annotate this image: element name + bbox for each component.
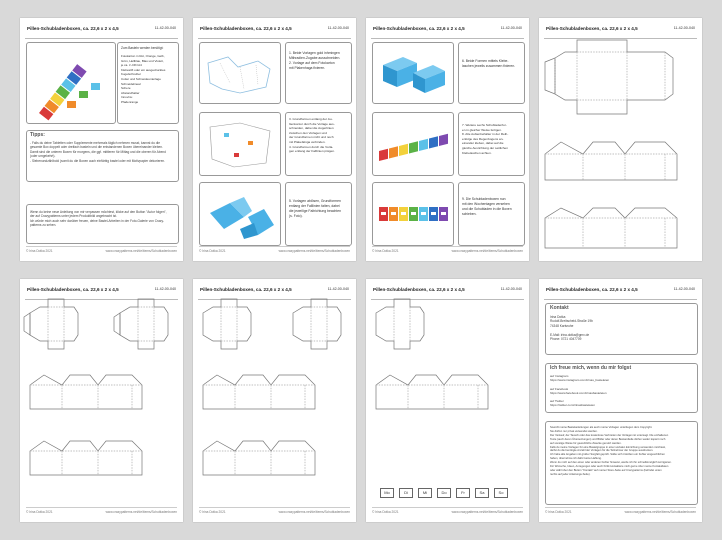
legal-line: haben, übernehme ich dafür keine Haftung. bbox=[550, 457, 602, 461]
step-line: ßenkontur durch die Vorlage aus- bbox=[289, 121, 335, 126]
page-code: 11-42-00-040 bbox=[500, 26, 522, 30]
legal-line: auf sonstige Weise für gewerbliche Zwecke genutzt werden. bbox=[550, 441, 622, 445]
step-text bbox=[285, 182, 352, 246]
labeled-drawers-photo bbox=[373, 183, 453, 245]
social-box bbox=[545, 363, 698, 413]
page-code: 11-42-00-040 bbox=[154, 26, 176, 30]
page-4 bbox=[539, 18, 702, 261]
legal-line: Für Wünsche, Ideen, Anregungen oder auch Kritik kontaktiere mich gerne über meine Kontaktdaten bbox=[550, 465, 669, 469]
page-footer bbox=[199, 507, 350, 516]
template-net-small bbox=[193, 279, 356, 522]
facebook-link[interactable]: https://www.facebook.com/irinasbasteleien bbox=[550, 390, 607, 395]
step-line: 8. Alle Außenbehälter in der Reih- bbox=[462, 132, 509, 137]
social-label: auf Instagram bbox=[550, 374, 569, 378]
contact-line: Rudolf-Breitscheid-Straße 19b bbox=[550, 319, 593, 324]
step-photo bbox=[199, 42, 281, 104]
legal-line: Texte (auch deren Übersetzungen) und Bilder oder deren Bestandteile dürfen weder kopiert noch bbox=[550, 437, 666, 441]
social-label: auf Facebook bbox=[550, 386, 569, 391]
legal-line: Der Verkauf, der Tausch oder das kostenlose Verbreiten der Vorlagen ist untersagt. Die enthaltenen bbox=[550, 433, 669, 437]
step-line: (s. Foto). bbox=[289, 214, 303, 218]
footer-url: www.crazypatterns.net/de/items/Schubladenboxen bbox=[451, 510, 523, 514]
footer-url: www.crazypatterns.net/de/items/Schubladenboxen bbox=[105, 249, 177, 253]
tip-line: - Siebenundzählbold (somit du die Boxen auch einfärbig bastel oder mit Motivpapier dekorieren. bbox=[30, 158, 166, 163]
step-lines bbox=[289, 199, 341, 219]
follow-title: Ich freue mich, wenn du mir folgst bbox=[550, 365, 632, 371]
step-line: mit den Wochentagen versehen bbox=[462, 202, 510, 206]
page-code: 11-42-00-040 bbox=[500, 287, 522, 291]
step-line: die jeweilige Faltrichtung beachten bbox=[289, 209, 342, 213]
legal-line: Sowohl meine Bastelanleitungen als auch meine Vorlagen unterliegen dem Copyright. bbox=[550, 426, 653, 429]
step-line: 3. Grundformen entlang der Au- bbox=[289, 117, 333, 121]
page-header bbox=[198, 26, 351, 39]
tip-line: (oder umgekehrt). bbox=[30, 154, 56, 159]
step-line: 1. Beide Vorlagen gold inhmingen bbox=[289, 51, 340, 55]
legal-line: Falls du meine Vorlagen für eine Bastelgruppe in einer sozialen Einrichtung verwenden möchtest, bbox=[550, 445, 666, 449]
legal-box bbox=[545, 421, 698, 505]
step-lines bbox=[462, 197, 512, 217]
legal-line: oder wähl über den Button "Kontakt" auf meiner Store-Seite auf Crazypatterns (befindet unten bbox=[550, 468, 662, 472]
folded-blue-box-photo bbox=[200, 183, 280, 245]
step-line: zwischen den Vorlagen und bbox=[289, 130, 327, 135]
social-label: auf Twitter bbox=[550, 399, 564, 404]
contact-line: Irina Dotka bbox=[550, 315, 566, 319]
tips-list bbox=[30, 141, 166, 163]
page-footer bbox=[26, 507, 177, 516]
materials-item: Abstandhalter bbox=[121, 90, 140, 95]
template-net-large bbox=[539, 18, 702, 261]
page-title: Pillen-Schubladenboxen, ca. 22,6 x 2 x 4,5 bbox=[546, 26, 638, 31]
contact-line: 74348 Karlsruhe bbox=[550, 323, 574, 328]
step-text bbox=[458, 182, 525, 246]
tips-box bbox=[26, 130, 179, 182]
materials-item: je ca. ¼ DIN A4 bbox=[121, 63, 142, 68]
step-line: 4. Grundformen durch die Vorla- bbox=[289, 144, 334, 149]
page-code: 11-42-00-040 bbox=[327, 26, 349, 30]
step-line: mit Plakenhaga fixieren. bbox=[289, 66, 326, 70]
weekday-label: Mi bbox=[418, 488, 432, 498]
page-footer bbox=[372, 246, 523, 255]
materials-item: Kugelschreiber bbox=[121, 72, 142, 77]
step-line: 9. Die Schubladenboxen nun bbox=[462, 197, 506, 201]
footer-url: www.crazypatterns.net/de/items/Schubladenboxen bbox=[278, 510, 350, 514]
step-photo bbox=[199, 112, 281, 176]
page-code: 11-42-00-040 bbox=[673, 287, 695, 291]
weekday-label: Do bbox=[437, 488, 451, 498]
follow-note-box bbox=[26, 204, 179, 244]
step-line: und die Schubladen in die Boxen bbox=[462, 207, 512, 211]
weekday-label: Sa bbox=[475, 488, 489, 498]
rainbow-row-photo bbox=[373, 113, 453, 175]
note-line: Wenn du keine neue Anleitung von mir verpassen möchtest, klicke auf den Button "Autor folgen", bbox=[30, 210, 167, 214]
footer-url: www.crazypatterns.net/de/items/Schubladenboxen bbox=[451, 249, 523, 253]
footer-url: www.crazypatterns.net/de/items/Schubladenboxen bbox=[105, 510, 177, 514]
footer-copyright: © Irina Dotka 2021 bbox=[26, 249, 53, 253]
step-text bbox=[458, 112, 525, 176]
instagram-link[interactable]: https://www.instagram.com/irinas_basteleien bbox=[550, 378, 610, 383]
step-lines bbox=[462, 59, 515, 69]
page-7 bbox=[366, 279, 529, 522]
step-line: laschen jeweils zusammen fixieren. bbox=[462, 64, 516, 68]
page-footer bbox=[545, 507, 696, 516]
step-line: entlang der Falllinien falten, dabei bbox=[289, 204, 340, 208]
step-line: 2. Vorlage auf dem Fotokarton bbox=[289, 61, 335, 65]
template-net-small bbox=[366, 279, 529, 522]
step-line: Mithradien-Zugabe ausschneiden. bbox=[289, 56, 341, 60]
weekday-label: Mo bbox=[380, 488, 394, 498]
footer-copyright: © Irina Dotka 2021 bbox=[199, 510, 226, 514]
template-net-small bbox=[20, 279, 183, 522]
step-text bbox=[285, 112, 352, 176]
materials-item: Schneidelineal bbox=[121, 81, 141, 86]
page-title: Pillen-Schubladenboxen, ca. 22,6 x 2 x 4,5 bbox=[27, 287, 119, 292]
tip-line: gesamte Box doppelt oder dreifach basteln und die entstandenen Boxen übereinander kleben. bbox=[30, 145, 163, 150]
step-line: einander kleben, dabei auf die bbox=[462, 141, 504, 146]
footer-copyright: © Irina Dotka 2021 bbox=[372, 510, 399, 514]
page-8 bbox=[539, 279, 702, 522]
page-6 bbox=[193, 279, 356, 522]
contact-box bbox=[545, 303, 698, 355]
legal-line: Ich habe alle Angaben mit großer Sorgfalt geprüft. Sollte sich trotzdem ein Fehler eingeschlichen bbox=[550, 453, 665, 457]
weekday-label: Fr bbox=[456, 488, 470, 498]
materials-box bbox=[117, 42, 179, 124]
step-photo bbox=[372, 182, 454, 246]
page-3 bbox=[366, 18, 529, 261]
legal-line: darfst du die benötigte Anzahl der Vorlagen für die Teilnehmer der Gruppe ausdrucken. bbox=[550, 449, 654, 453]
step-photo bbox=[372, 112, 454, 176]
materials-item: Schere bbox=[121, 86, 131, 91]
photo-frame bbox=[26, 42, 116, 124]
step-line: enfolge des Regenbogens an- bbox=[462, 136, 504, 141]
contact-phone: Phone: 0721 4047709 bbox=[550, 337, 582, 342]
page-header bbox=[25, 26, 178, 39]
legal-lines bbox=[550, 426, 672, 477]
tip-line: - Falls du deine Tabletten oder Supplemente mehrmals täglich nehmen musst, kannst du die bbox=[30, 141, 160, 145]
step-line: 7. Weitere sechs Schubladenfor- bbox=[462, 123, 507, 127]
follow-note bbox=[30, 210, 167, 228]
page-title: Pillen-Schubladenboxen, ca. 22,6 x 2 x 4,5 bbox=[27, 26, 119, 31]
step-photo bbox=[199, 182, 281, 246]
legal-line: Sie dürfen nur privat verwendet werden. bbox=[550, 429, 598, 433]
step-photo bbox=[372, 42, 454, 104]
page-header bbox=[371, 26, 524, 39]
materials-item: Klebestift oder ein ausgedrucktes bbox=[121, 67, 166, 72]
page-footer bbox=[372, 507, 523, 516]
cut-template-photo bbox=[200, 43, 280, 103]
step-line: 6. Beide Formen mittels Klebe- bbox=[462, 59, 509, 63]
page-title: Pillen-Schubladenboxen, ca. 22,6 x 2 x 4,5 bbox=[373, 287, 465, 292]
legal-line: rechts auf jeder Anleitungs-Seite). bbox=[550, 472, 591, 476]
legal-line: Wenn du mich auf den einen oder anderen Fehler hinweist, werde ich ihn schnellstmöglich korrigieren. bbox=[550, 461, 672, 465]
footer-copyright: © Irina Dotka 2021 bbox=[199, 249, 226, 253]
page-code: 11-42-00-040 bbox=[327, 287, 349, 291]
step-lines bbox=[462, 123, 508, 155]
page-header bbox=[544, 287, 697, 300]
follow-lines bbox=[550, 374, 609, 408]
step-line: gleiche Ausrichtung der seitlichen bbox=[462, 145, 508, 150]
footer-copyright: © Irina Dotka 2021 bbox=[372, 249, 399, 253]
materials-item: Grün, Hellblau, Blau und Violett, bbox=[121, 58, 164, 63]
footer-url: www.crazypatterns.net/de/items/Schubladenboxen bbox=[278, 249, 350, 253]
materials-intro: Zum Basteln werden benötigt: bbox=[121, 46, 164, 50]
page-title: Pillen-Schubladenboxen, ca. 22,6 x 2 x 4,5 bbox=[200, 26, 292, 31]
step-line: en in gleicher Weise fertigen. bbox=[462, 127, 502, 132]
note-line: patterns zu sehen. bbox=[30, 223, 57, 228]
page-title: Pillen-Schubladenboxen, ca. 22,6 x 2 x 4,5 bbox=[373, 26, 465, 31]
step-text bbox=[458, 42, 525, 104]
step-lines bbox=[289, 51, 340, 71]
materials-item: Fotokarton in Rot, Orange, Gelb, bbox=[121, 54, 165, 58]
page-1 bbox=[20, 18, 183, 261]
contact-title: Kontakt bbox=[550, 305, 569, 311]
step-line: Klebelaschen achten. bbox=[462, 150, 492, 155]
materials-item: Pfadenrange bbox=[121, 99, 139, 104]
fold-template-photo bbox=[200, 113, 280, 175]
page-5 bbox=[20, 279, 183, 522]
contact-email[interactable]: E-Mail: irina.dotka@gmx.de bbox=[550, 332, 590, 337]
step-text bbox=[285, 42, 352, 104]
footer-copyright: © Irina Dotka 2021 bbox=[26, 510, 53, 514]
page-footer bbox=[199, 246, 350, 255]
weekday-labels bbox=[380, 488, 520, 498]
blue-drawer-photo bbox=[373, 43, 453, 103]
page-code: 11-42-00-040 bbox=[154, 287, 176, 291]
step-line: 5. Vorlagen ablösen, Grundformen bbox=[289, 199, 341, 203]
tips-title: Tipps: bbox=[30, 132, 45, 138]
materials-list bbox=[121, 54, 165, 105]
footer-url: www.crazypatterns.net/de/items/Schubladenboxen bbox=[624, 510, 696, 514]
step-line: schneiden, dabei die Augerlinien bbox=[289, 126, 334, 131]
page-footer bbox=[26, 246, 177, 255]
page-title: Pillen-Schubladenboxen, ca. 22,6 x 2 x 4,5 bbox=[200, 287, 292, 292]
materials-item: Cutter und Schneideunterlage bbox=[121, 76, 161, 81]
step-line: schieben. bbox=[462, 212, 477, 216]
note-line: der auf Crazypatterns unter jedem Produktbild angebracht ist. bbox=[30, 214, 117, 219]
page-2 bbox=[193, 18, 356, 261]
step-line: der Grundformen nicht und noch bbox=[289, 135, 334, 140]
materials-item: Innovinu bbox=[121, 95, 133, 100]
twitter-link[interactable]: https://twitter.com/irinasbasteleien bbox=[550, 403, 596, 408]
step-lines bbox=[289, 117, 335, 154]
note-line: Ich würde mich auch sehr darüber freuen, deine Bastel-Arbeiten in der Foto-Galerie von Crazy- bbox=[30, 218, 165, 223]
footer-copyright: © Irina Dotka 2021 bbox=[545, 510, 572, 514]
page-code: 11-42-00-040 bbox=[673, 26, 695, 30]
rainbow-box-photo bbox=[27, 43, 115, 123]
tip-line: Damit sind die unteren Boxen für morgens, die ggf. mittleren für Mittag und die oberen für Abend bbox=[30, 149, 166, 154]
weekday-label: Di bbox=[399, 488, 413, 498]
step-line: gen entlang der Falllinien prägen. bbox=[289, 149, 335, 154]
page-title: Pillen-Schubladenboxen, ca. 22,6 x 2 x 4,5 bbox=[546, 287, 638, 292]
step-line: mit Plakefalnga verbinden. bbox=[289, 139, 326, 144]
contact-lines bbox=[550, 315, 593, 341]
weekday-label: So bbox=[494, 488, 508, 498]
